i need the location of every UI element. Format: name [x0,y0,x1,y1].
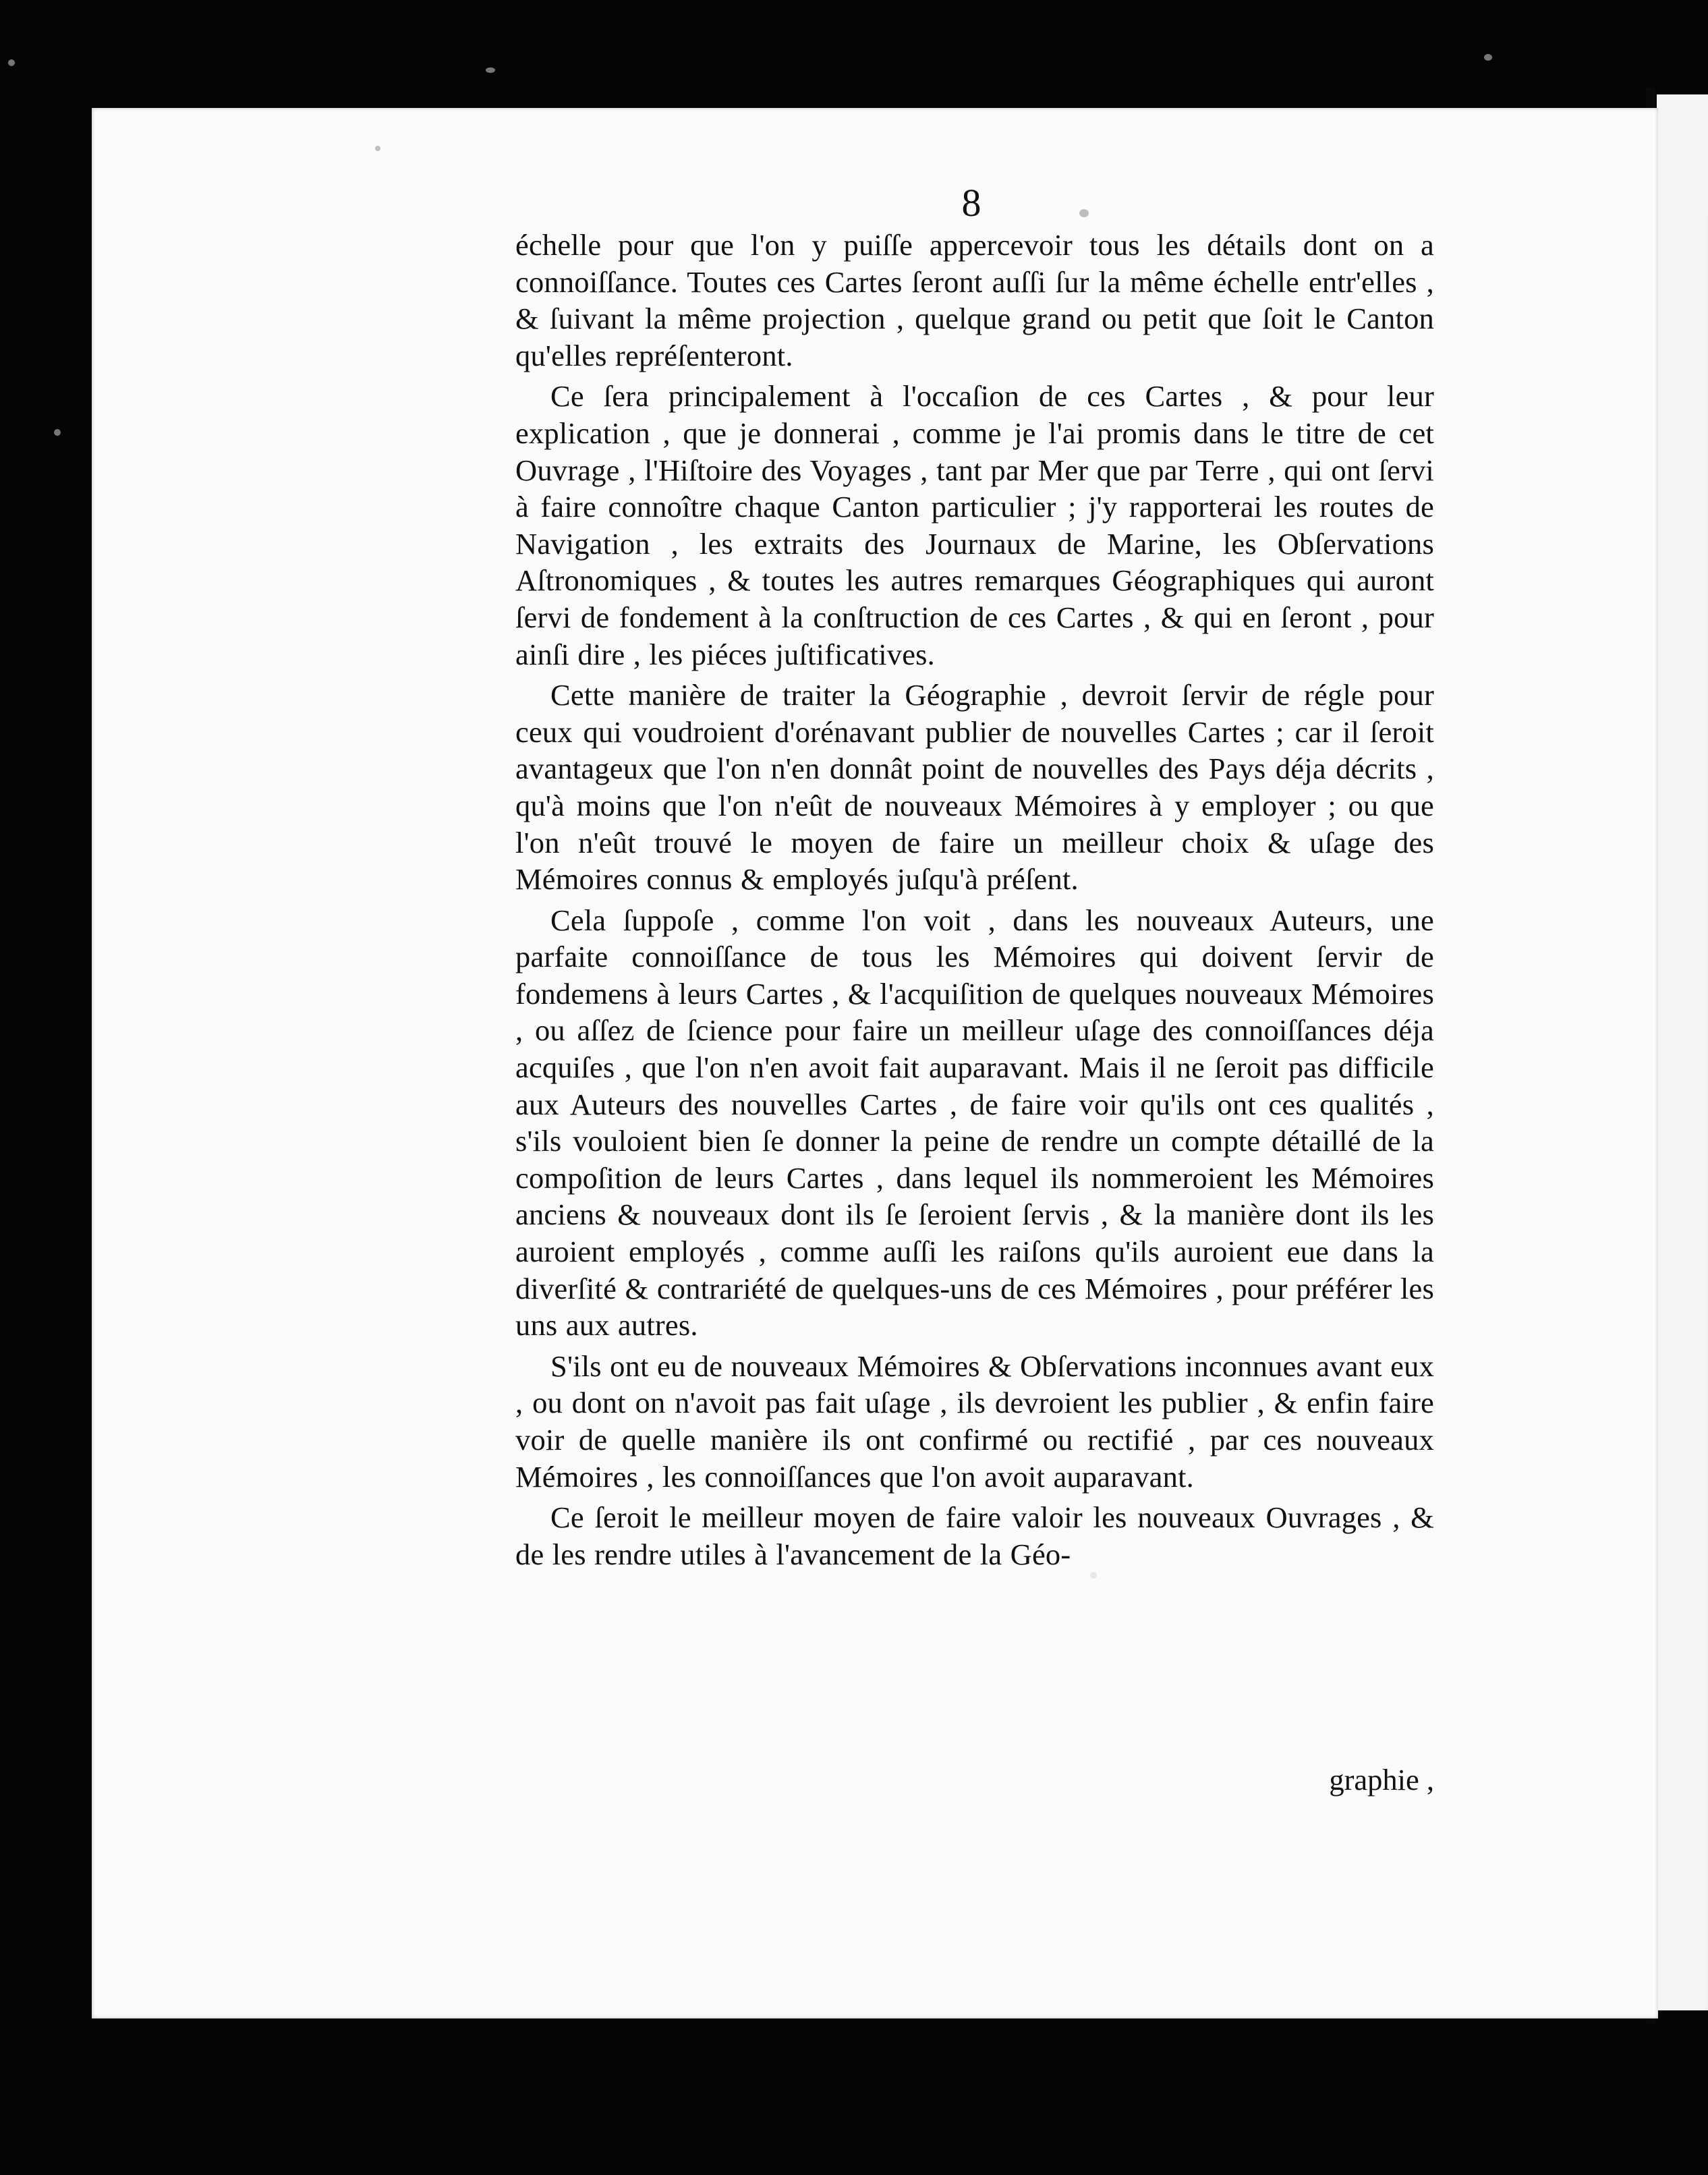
scan-speck [486,67,495,73]
body-text [515,227,1434,1577]
catchword: graphie , [1329,1763,1434,1797]
paragraph-6: Ce ſeroit le meilleur moyen de faire valoir les nouveaux Ouvrages , & de les rendre utiles à l'avancement de la Géo- [515,1500,1434,1571]
paper-speck [1079,209,1089,217]
scan-speck [54,429,61,436]
facing-page-edge [1657,94,1708,2010]
scan-speck [8,59,15,66]
paper-speck [375,146,380,151]
gutter-shadow [1704,216,1708,2126]
paragraph-2: Ce ſera principalement à l'occaſion de ces Cartes , & pour leur explication , que je donnerai , comme je l'ai promis dans le titre de cet Ouvrage , l'Hiſtoire des Voyages , tant par Mer que par Terre , qui ont ſervi à faire connoître chaque Canton particulier ; j'y rapporterai les routes de Navigation , les extraits des Journaux de Marine, les Obſervations Aſtronomiques , & toutes les autres remarques Géographiques qui auront ſervi de fondement à la conſtruction de ces Cartes , & qui en ſeront , pour ainſi dire , les piéces juſtificatives. [515,379,1434,671]
page-number: 8 [961,181,981,225]
paragraph-5: S'ils ont eu de nouveaux Mémoires & Obſervations inconnues avant eux , ou dont on n'avoit pas fait uſage , ils devroient les publier , & enfin faire voir de quelle manière ils ont confirmé ou rectifié , par ces nouveaux Mémoires , les connoiſſances que l'on avoit auparavant. [515,1349,1434,1494]
paragraph-1: échelle pour que l'on y puiſſe appercevoir tous les détails dont on a connoiſſance. Toutes ces Cartes ſeront auſſi ſur la même échelle entr'elles , & ſuivant la même projection , quelque grand ou petit que ſoit le Canton qu'elles repréſenteront. [515,228,1434,372]
scan-speck [1484,54,1492,61]
paragraph-4: Cela ſuppoſe , comme l'on voit , dans les nouveaux Auteurs, une parfaite connoiſſance de tous les Mémoires qui doivent ſervir de fondemens à leurs Cartes , & l'acquiſition de quelques nouveaux Mémoires , ou aſſez de ſcience pour faire un meilleur uſage des connoiſſances déja acquiſes , que l'on n'en avoit fait auparavant. Mais il ne ſeroit pas difficile aux Auteurs des nouvelles Cartes , de faire voir qu'ils ont ces qualités , s'ils vouloient bien ſe donner la peine de rendre un compte détaillé de la compoſition de leurs Cartes , dans lequel ils nommeroient les Mémoires anciens & nouveaux dont ils ſe ſeroient ſervis , & la manière dont ils les auroient employés , comme auſſi les raiſons qu'ils auroient eue dans la diverſité & contrariété de quelques-uns de ces Mémoires , pour préférer les uns aux autres. [515,903,1434,1343]
paragraph-3: Cette manière de traiter la Géographie , devroit ſervir de régle pour ceux qui voudroient d'orénavant publier de nouvelles Cartes ; car il ſeroit avantageux que l'on n'en donnât point de nouvelles des Pays déja décrits , qu'à moins que l'on n'eût de nouveaux Mémoires à y employer ; ou que l'on n'eût trouvé le moyen de faire un meilleur choix & uſage des Mémoires connus & employés juſqu'à préſent. [515,678,1434,897]
